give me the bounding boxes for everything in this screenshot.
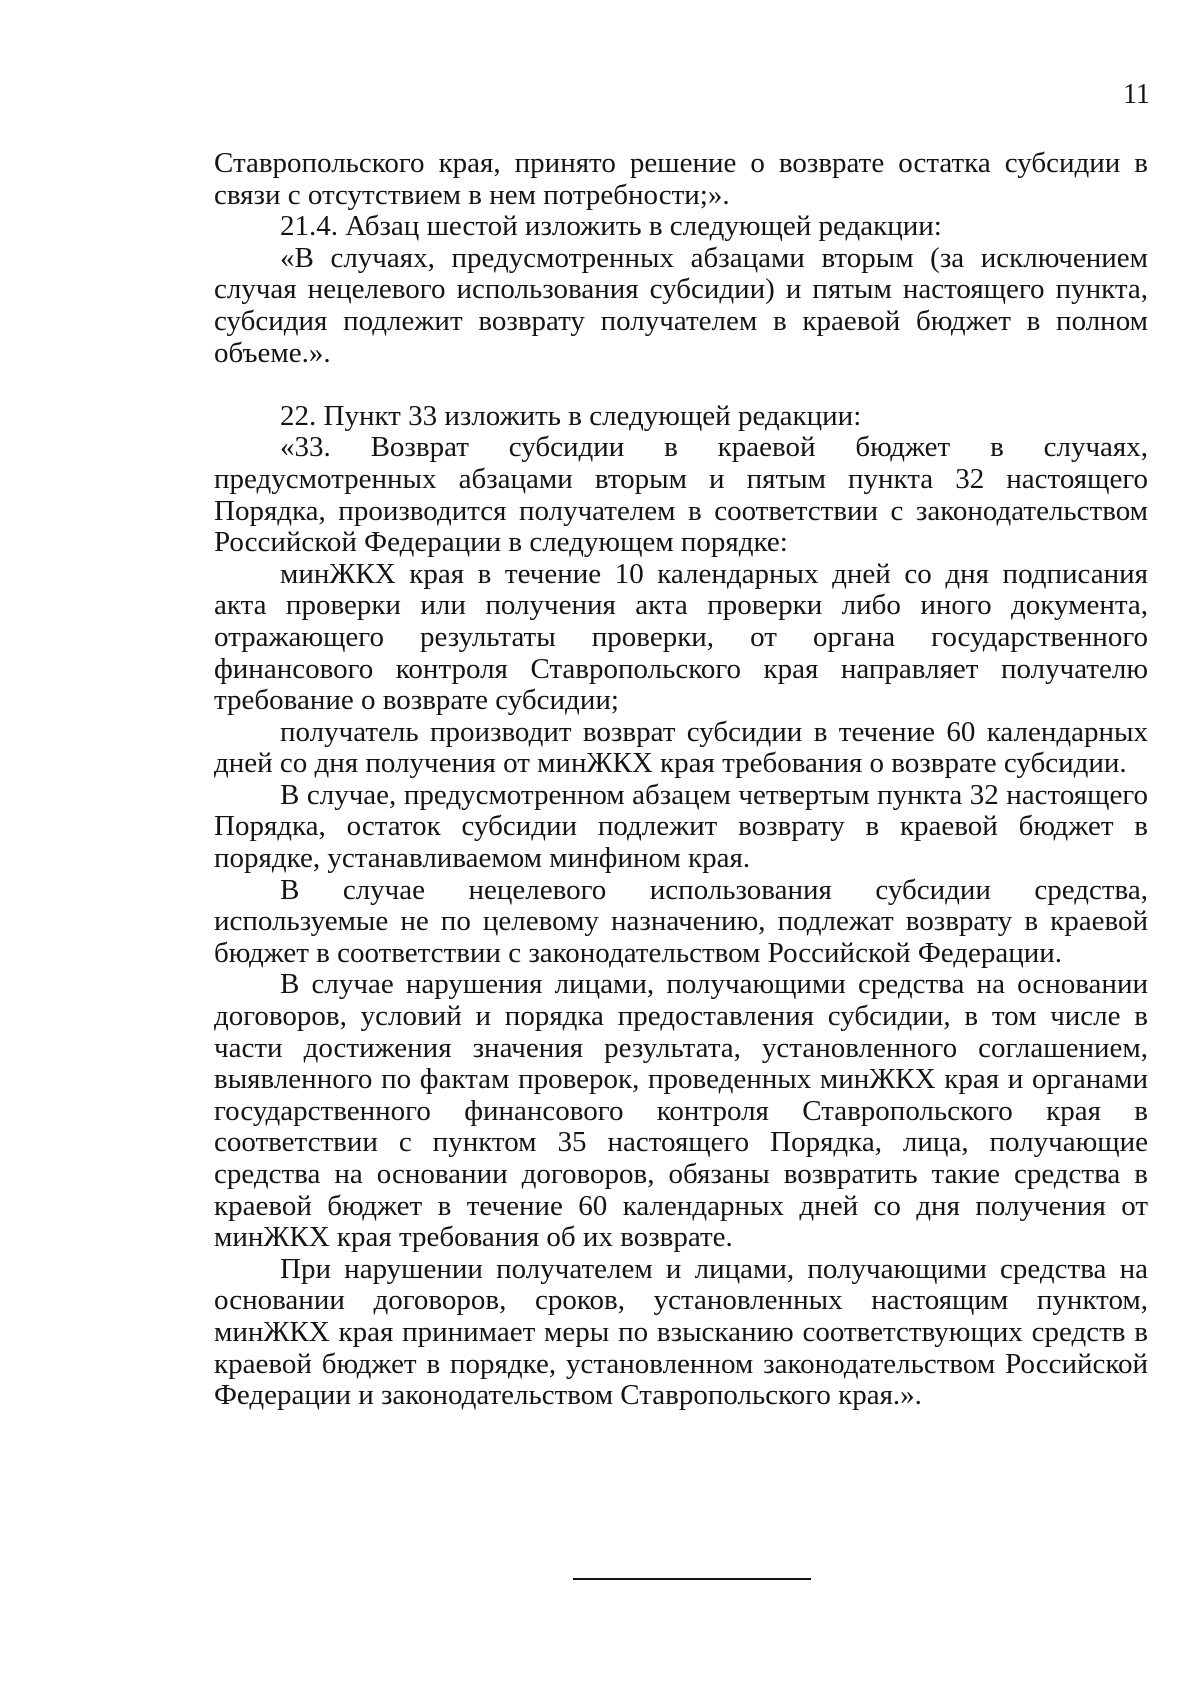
paragraph: получатель производит возврат субсидии в течение 60 календарных дней со дня получения от минЖКХ края требования о возврате субсидии.: [214, 715, 1148, 780]
paragraph: В случае нарушения лицами, получающими средства на основании договоров, условий и порядка предоставления субсидии, в том числе в части достижения значения результата, установленного соглашением, выявленного по фактам проверок, проведенных минЖКХ края и органами государственного финансового контроля Ставропольского края в соответствии с пунктом 35 настоящего Порядка, лица, получающие средства на основании договоров, обязаны возвратить такие средства в краевой бюджет в течение 60 календарных дней со дня получения от минЖКХ края требования об их возврате.: [214, 968, 1148, 1254]
paragraph: «33. Возврат субсидии в краевой бюджет в случаях, предусмотренных абзацами вторым и пятым пункта 32 настоящего Порядка, производится получателем в соответствии с законодательством Российской Федерации в следующем порядке:: [214, 431, 1148, 559]
paragraph: В случае нецелевого использования субсидии средства, используемые не по целевому назначению, подлежат возврату в краевой бюджет в соответствии с законодательством Российской Федерации.: [214, 873, 1148, 969]
document-body: [214, 148, 1148, 1412]
paragraph: В случае, предусмотренном абзацем четвертым пункта 32 настоящего Порядка, остаток субсидии подлежит возврату в краевой бюджет в порядке, устанавливаемом минфином края.: [214, 778, 1148, 875]
paragraph: Ставропольского края, принято решение о возврате остатка субсидии в связи с отсутствием в нем потребности;».: [214, 147, 1148, 211]
end-of-text-divider: [573, 1578, 811, 1580]
paragraph: 21.4. Абзац шестой изложить в следующей редакции:: [280, 210, 942, 243]
paragraph: минЖКХ края в течение 10 календарных дней со дня подписания акта проверки или получения акта проверки либо иного документа, отражающего результаты проверки, от органа государственного финансового контроля Ставропольского края направляет получателю требование о возврате субсидии;: [214, 557, 1148, 717]
paragraph: 22. Пункт 33 изложить в следующей редакции:: [280, 399, 862, 432]
paragraph: «В случаях, предусмотренных абзацами вторым (за исключением случая нецелевого использования субсидии) и пятым настоящего пункта, субсидия подлежит возврату получателем в краевой бюджет в полном объеме.».: [214, 241, 1148, 369]
page-number: 11: [1123, 79, 1150, 110]
paragraph: При нарушении получателем и лицами, получающими средства на основании договоров, сроков, установленных настоящим пунктом, минЖКХ края принимает меры по взысканию соответствующих средств в краевой бюджет в порядке, установленном законодательством Российской Федерации и законодательством Ставропольского края.».: [214, 1252, 1148, 1412]
